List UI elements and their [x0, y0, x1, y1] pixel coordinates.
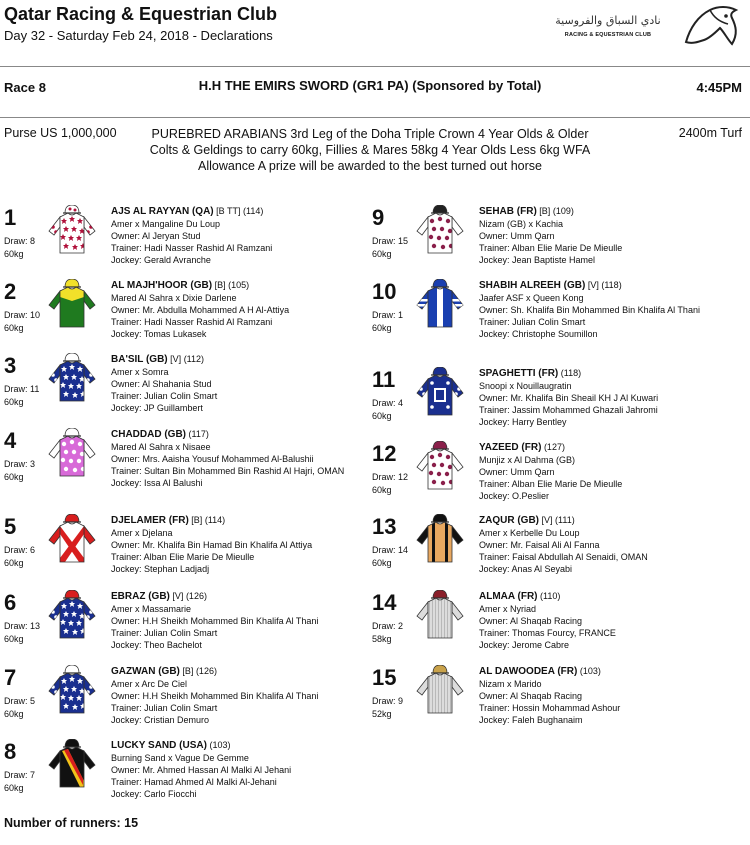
runner-entry: [372, 514, 732, 590]
runner-number: 2: [4, 279, 17, 304]
horse-trainer: Trainer: Julian Colin Smart: [479, 317, 586, 327]
race-conditions: PUREBRED ARABIANS 3rd Leg of the Doha Triple Crown 4 Year Olds & Older Colts & Geldings to carry 60kg, Fillies & Mares 58kg 4 Year Olds Less 6kg WFA Allowance A prize will be awarded to the best turned out horse: [149, 127, 591, 173]
horse-jockey: Jockey: Christophe Soumillon: [479, 329, 598, 339]
runner-number: 5: [4, 514, 17, 539]
runner-details: [111, 428, 363, 489]
horse-owner: Owner: Mr. Abdulla Mohammed A H Al-Attiya: [111, 305, 290, 315]
horse-owner: Owner: Mr. Faisal Ali Al Fanna: [479, 540, 600, 550]
horse-jockey: Jockey: Anas Al Seyabi: [479, 564, 573, 574]
runner-entry: [4, 514, 364, 590]
horse-name: EBRAZ (GB): [111, 591, 170, 602]
runner-draw: Draw: 6: [4, 545, 36, 555]
runner-number: 13: [372, 514, 397, 539]
jockey-silks-icon: [46, 514, 98, 564]
horse-owner: Owner: Al Shaqab Racing: [479, 691, 583, 701]
horse-breeding: Mared Al Sahra x Dixie Darlene: [111, 293, 237, 303]
runner-draw: Draw: 14: [372, 545, 409, 555]
jockey-silks-icon: [414, 441, 466, 491]
header-divider: [0, 66, 750, 67]
runner-weight: 60kg: [4, 709, 24, 719]
runner-weight: 60kg: [4, 397, 24, 407]
runner-weight: 60kg: [4, 558, 24, 568]
horse-owner: Owner: Al Shaqab Racing: [479, 616, 583, 626]
runner-number: 11: [372, 367, 396, 392]
horse-rating: (103): [209, 740, 231, 750]
horse-breeding: Jaafer ASF x Queen Kong: [479, 293, 584, 303]
runner-draw: Draw: 1: [372, 310, 404, 320]
horse-jockey: Jockey: Carlo Fiocchi: [111, 789, 197, 799]
horse-owner: Owner: Umm Qarn: [479, 231, 555, 241]
runner-weight: 58kg: [372, 634, 392, 644]
horse-trainer: Trainer: Jassim Mohammed Ghazali Jahromi: [479, 405, 658, 415]
jockey-silks-icon: [414, 205, 466, 255]
race-purse: Purse US 1,000,000: [4, 126, 117, 140]
runner-weight: 60kg: [4, 472, 24, 482]
horse-trainer: Trainer: Julian Colin Smart: [111, 628, 218, 638]
jockey-silks-icon: [46, 739, 98, 789]
runner-draw: Draw: 2: [372, 621, 404, 631]
horse-rating: (127): [543, 442, 565, 452]
club-logo: [538, 2, 744, 52]
runner-number: 7: [4, 665, 17, 690]
horse-breeding: Amer x Nyriad: [479, 604, 537, 614]
runner-number: 12: [372, 441, 397, 466]
horse-breeding: Amer x Djelana: [111, 528, 173, 538]
jockey-silks-icon: [414, 590, 466, 640]
runner-draw: Draw: 10: [4, 310, 41, 320]
runner-details: [111, 739, 363, 800]
horse-breeding: Amer x Somra: [111, 367, 169, 377]
horse-rating: (109): [552, 206, 574, 216]
horse-trainer: Trainer: Sultan Bin Mohammed Bin Rashid Al Hajri, OMAN: [111, 466, 345, 476]
race-time: 4:45PM: [696, 80, 742, 95]
logo-arabic-text: نادي السباق والفروسية: [555, 14, 661, 27]
runner-entry: [4, 739, 364, 815]
horse-rating: (118): [560, 368, 582, 378]
runner-entry: [372, 590, 732, 666]
horse-jockey: Jockey: Theo Bachelot: [111, 640, 202, 650]
horse-jockey: Jockey: Harry Bentley: [479, 417, 567, 427]
runner-draw: Draw: 3: [4, 459, 36, 469]
horse-jockey: Jockey: Gerald Avranche: [111, 255, 211, 265]
runner-entry: [4, 665, 364, 741]
jockey-silks-icon: [46, 590, 98, 640]
runners-count: Number of runners: 15: [4, 816, 139, 830]
horse-breeding: Nizam (GB) x Kachia: [479, 219, 564, 229]
runner-weight: 60kg: [4, 323, 24, 333]
runner-entry: [372, 367, 732, 443]
runner-number: 6: [4, 590, 17, 615]
runner-number: 1: [4, 205, 17, 230]
runner-entry: [4, 590, 364, 666]
horse-jockey: Jockey: JP Guillambert: [111, 403, 203, 413]
jockey-silks-icon: [414, 367, 466, 417]
runner-number: 10: [372, 279, 397, 304]
headgear-tag: [V]: [172, 591, 184, 601]
horse-rating: (114): [243, 206, 264, 216]
runner-details: [479, 665, 731, 726]
horse-name: ALMAA (FR): [479, 591, 538, 602]
horse-name: AJS AL RAYYAN (QA): [111, 206, 214, 217]
horse-trainer: Trainer: Alban Elie Marie De Mieulle: [111, 552, 255, 562]
runner-details: [479, 279, 731, 340]
horse-breeding: Munjiz x Al Dahma (GB): [479, 455, 576, 465]
jockey-silks-icon: [414, 665, 466, 715]
runner-weight: 60kg: [372, 485, 392, 495]
horse-jockey: Jockey: Faleh Bughanaim: [479, 715, 583, 725]
horse-owner: Owner: Mr. Khalifa Bin Hamad Bin Khalifa Al Attiya: [111, 540, 313, 550]
horse-breeding: Amer x Kerbelle Du Loup: [479, 528, 580, 538]
horse-rating: (110): [540, 591, 561, 601]
horse-owner: Owner: Mr. Ahmed Hassan Al Malki Al Jehani: [111, 765, 292, 775]
runner-details: [479, 590, 731, 651]
horse-trainer: Trainer: Thomas Fourcy, FRANCE: [479, 628, 616, 638]
runner-details: [111, 590, 363, 651]
horse-trainer: Trainer: Hossin Mohammad Ashour: [479, 703, 621, 713]
horse-breeding: Amer x Massamarie: [111, 604, 192, 614]
jockey-silks-icon: [46, 428, 98, 478]
horse-jockey: Jockey: Issa Al Balushi: [111, 478, 203, 488]
horse-name: SEHAB (FR): [479, 206, 537, 217]
runner-draw: Draw: 9: [372, 696, 404, 706]
jockey-silks-icon: [46, 205, 98, 255]
horse-owner: Owner: Umm Qarn: [479, 467, 555, 477]
runner-details: [479, 367, 731, 428]
runner-entry: [4, 205, 364, 281]
runner-number: 15: [372, 665, 397, 690]
club-title: Qatar Racing & Equestrian Club: [4, 4, 278, 24]
horse-name: LUCKY SAND (USA): [111, 740, 207, 751]
horse-name: CHADDAD (GB): [111, 429, 186, 440]
runner-weight: 60kg: [4, 634, 24, 644]
runner-details: [111, 353, 363, 414]
horse-trainer: Trainer: Julian Colin Smart: [111, 391, 218, 401]
horse-breeding: Amer x Arc De Ciel: [111, 679, 188, 689]
horse-name: ZAQUR (GB): [479, 515, 539, 526]
horse-owner: Owner: H.H Sheikh Mohammed Bin Khalifa Al Thani: [111, 691, 319, 701]
jockey-silks-icon: [46, 665, 98, 715]
race-number: Race 8: [4, 80, 46, 95]
runner-weight: 60kg: [4, 783, 24, 793]
runner-draw: Draw: 8: [4, 236, 36, 246]
runner-entry: [372, 665, 732, 741]
runner-number: 8: [4, 739, 17, 764]
runner-entry: [4, 353, 364, 429]
horse-owner: Owner: Mrs. Aaisha Yousuf Mohammed Al-Balushii: [111, 454, 314, 464]
runner-weight: 60kg: [372, 323, 392, 333]
horse-owner: Owner: Al Jeryan Stud: [111, 231, 201, 241]
horse-trainer: Trainer: Hadi Nasser Rashid Al Ramzani: [111, 243, 273, 253]
headgear-tag: [B TT]: [216, 206, 241, 216]
runner-number: 9: [372, 205, 385, 230]
horse-rating: (105): [228, 280, 250, 290]
runner-draw: Draw: 7: [4, 770, 36, 780]
horse-name: SHABIH ALREEH (GB): [479, 280, 586, 291]
horse-head-icon: [680, 2, 742, 50]
horse-owner: Owner: H.H Sheikh Mohammed Bin Khalifa Al Thani: [111, 616, 319, 626]
headgear-tag: [B]: [191, 515, 203, 525]
headgear-tag: [B]: [214, 280, 226, 290]
runner-draw: Draw: 13: [4, 621, 41, 631]
runner-draw: Draw: 12: [372, 472, 409, 482]
horse-owner: Owner: Sh. Khalifa Bin Mohammed Bin Khalifa Al Thani: [479, 305, 700, 315]
horse-rating: (117): [188, 429, 209, 439]
horse-rating: (118): [601, 280, 622, 290]
horse-rating: (126): [195, 666, 217, 676]
runner-details: [479, 205, 731, 266]
horse-name: AL MAJH'HOOR (GB): [111, 280, 213, 291]
jockey-silks-icon: [414, 514, 466, 564]
runner-entry: [372, 205, 732, 281]
runner-number: 4: [4, 428, 17, 453]
runner-entry: [372, 441, 732, 517]
horse-name: GAZWAN (GB): [111, 666, 180, 677]
horse-rating: (111): [555, 515, 575, 525]
horse-jockey: Jockey: Jerome Cabre: [479, 640, 570, 650]
horse-jockey: Jockey: Cristian Demuro: [111, 715, 210, 725]
horse-breeding: Mared Al Sahra x Nisaee: [111, 442, 211, 452]
runner-weight: 60kg: [372, 411, 392, 421]
horse-owner: Owner: Al Shahania Stud: [111, 379, 212, 389]
headgear-tag: [B]: [539, 206, 551, 216]
horse-jockey: Jockey: Stephan Ladjadj: [111, 564, 210, 574]
headgear-tag: [V]: [170, 354, 182, 364]
horse-jockey: Jockey: Jean Baptiste Hamel: [479, 255, 596, 265]
runner-draw: Draw: 11: [4, 384, 40, 394]
runner-details: [111, 665, 363, 726]
horse-rating: (112): [183, 354, 205, 364]
runner-weight: 52kg: [372, 709, 392, 719]
headgear-tag: [V]: [541, 515, 553, 525]
headgear-tag: [B]: [182, 666, 194, 676]
horse-trainer: Trainer: Alban Elie Marie De Mieulle: [479, 243, 623, 253]
runner-weight: 60kg: [4, 249, 24, 259]
runner-number: 14: [372, 590, 397, 615]
runner-entry: [4, 279, 364, 355]
runner-entry: [372, 279, 732, 355]
horse-jockey: Jockey: O.Peslier: [479, 491, 550, 501]
runner-details: [479, 441, 731, 502]
horse-name: AL DAWOODEA (FR): [479, 666, 578, 677]
horse-name: SPAGHETTI (FR): [479, 368, 559, 379]
race-distance: 2400m Turf: [678, 126, 742, 140]
headgear-tag: [V]: [587, 280, 599, 290]
runner-number: 3: [4, 353, 17, 378]
jockey-silks-icon: [46, 353, 98, 403]
horse-rating: (103): [579, 666, 601, 676]
runner-entry: [4, 428, 364, 504]
horse-jockey: Jockey: Tomas Lukasek: [111, 329, 207, 339]
horse-name: BA'SIL (GB): [111, 354, 168, 365]
horse-breeding: Nizam x Marido: [479, 679, 542, 689]
horse-breeding: Amer x Mangaline Du Loup: [111, 219, 221, 229]
horse-owner: Owner: Mr. Khalifa Bin Sheail KH J Al Kuwari: [479, 393, 659, 403]
runner-draw: Draw: 4: [372, 398, 404, 408]
horse-name: DJELAMER (FR): [111, 515, 189, 526]
horse-breeding: Snoopi x Nouillaugratin: [479, 381, 572, 391]
horse-trainer: Trainer: Hamad Ahmed Al Malki Al-Jehani: [111, 777, 277, 787]
runner-weight: 60kg: [372, 249, 392, 259]
horse-rating: (126): [185, 591, 207, 601]
runner-draw: Draw: 15: [372, 236, 409, 246]
horse-trainer: Trainer: Alban Elie Marie De Mieulle: [479, 479, 623, 489]
jockey-silks-icon: [46, 279, 98, 329]
runner-draw: Draw: 5: [4, 696, 36, 706]
runner-details: [111, 279, 363, 340]
jockey-silks-icon: [414, 279, 466, 329]
logo-english-text: RACING & EQUESTRIAN CLUB: [564, 32, 652, 38]
race-divider: [0, 117, 750, 118]
horse-breeding: Burning Sand x Vague De Gemme: [111, 753, 249, 763]
runner-details: [479, 514, 731, 575]
horse-trainer: Trainer: Faisal Abdullah Al Senaidi, OMAN: [479, 552, 648, 562]
meeting-subtitle: Day 32 - Saturday Feb 24, 2018 - Declarations: [4, 28, 273, 43]
runner-weight: 60kg: [372, 558, 392, 568]
race-name: H.H THE EMIRS SWORD (GR1 PA) (Sponsored by Total): [198, 78, 542, 93]
horse-name: YAZEED (FR): [479, 442, 542, 453]
horse-rating: (114): [204, 515, 226, 525]
horse-trainer: Trainer: Hadi Nasser Rashid Al Ramzani: [111, 317, 273, 327]
runner-details: [111, 514, 363, 575]
runner-details: [111, 205, 363, 266]
horse-trainer: Trainer: Julian Colin Smart: [111, 703, 218, 713]
